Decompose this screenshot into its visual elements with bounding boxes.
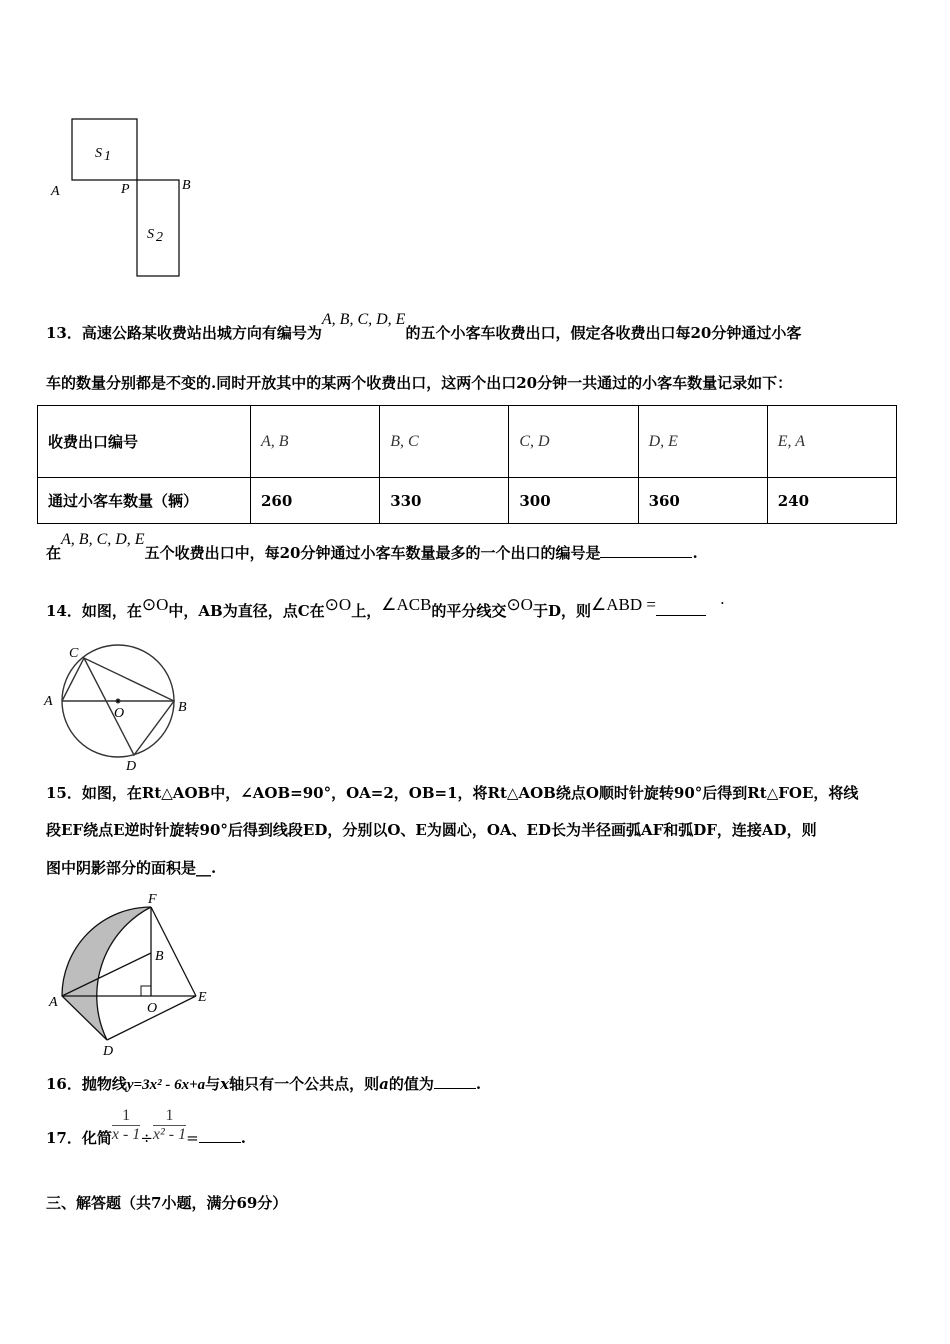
label-d: D (103, 1044, 114, 1059)
var-a: a (379, 1075, 389, 1093)
q13-ask (46, 531, 698, 563)
label-e: E (198, 990, 207, 1005)
label-d: D (126, 759, 137, 774)
label-c: C (69, 646, 79, 661)
text: 五个收费出口中，每20分钟通过小客车数量最多的一个出口的编号是 (144, 544, 601, 562)
text: 16．抛物线 (46, 1075, 127, 1093)
label-a: A (51, 184, 60, 199)
answer-blank[interactable] (600, 543, 692, 558)
label-o: O (147, 1001, 158, 1016)
text: 于D，则 (532, 602, 591, 620)
label-b: B (155, 949, 164, 964)
fraction-1 (112, 1107, 140, 1144)
angle-abd: ∠ABD = (590, 595, 656, 614)
circle-o: ⊙O (324, 595, 352, 614)
text: 17．化简 (46, 1129, 112, 1147)
pair-cell: D, E (638, 406, 767, 478)
count-cell: 260 (251, 478, 380, 524)
figure-12 (72, 119, 179, 276)
label-s2: S (147, 227, 154, 242)
q16-text (46, 1073, 481, 1094)
text: 轴只有一个公共点，则 (229, 1075, 380, 1093)
count-cell: 330 (380, 478, 509, 524)
label-b: B (178, 700, 187, 715)
var-x: x (220, 1075, 230, 1093)
text: 在 (46, 544, 62, 562)
text: · (719, 594, 725, 612)
figure-15 (62, 907, 196, 1040)
pair-cell: E, A (767, 406, 896, 478)
q15-line1: 15．如图，在Rt△AOB中，∠AOB=90°，OA=2，OB=1，将Rt△AOB绕点O顺时针旋转90°后得到Rt△FOE，将线 (46, 784, 859, 802)
divide-sign: ÷ (140, 1128, 153, 1147)
label-p: P (121, 182, 130, 197)
text: 13．高速公路某收费站出城方向有编号为 (46, 324, 322, 342)
denominator: x² - 1 (152, 1126, 187, 1143)
table-row (38, 406, 897, 478)
label-a: A (44, 694, 53, 709)
numerator: 1 (112, 1107, 140, 1126)
text: 上， (351, 602, 382, 620)
header-cell: 通过小客车数量（辆） (38, 478, 251, 524)
pair-cell: B, C (380, 406, 509, 478)
q17-text (46, 1107, 246, 1147)
text: 的平分线交 (431, 602, 507, 620)
header-cell: 收费出口编号 (38, 406, 251, 478)
answer-blank[interactable] (434, 1074, 476, 1089)
q14-text (46, 594, 725, 621)
equals: = (186, 1129, 199, 1147)
toll-table (37, 405, 897, 524)
text: 的值为 (388, 1075, 434, 1093)
q15-line2: 段EF绕点E逆时针旋转90°后得到线段ED，分别以O、E为圆心，OA、ED长为半径画弧AF和弧DF，连接AD，则 (46, 821, 817, 839)
circle-o: ⊙O (506, 595, 533, 614)
circle-o: ⊙O (141, 595, 169, 614)
numerator: 1 (153, 1107, 186, 1126)
section-heading: 三、解答题（共7小题，满分69分） (46, 1194, 288, 1212)
q13-line2: 车的数量分别都是不变的.同时开放其中的某两个收费出口，这两个出口20分钟一共通过的小客车数量记录如下： (46, 374, 793, 392)
text: . (475, 1075, 482, 1093)
text: . (240, 1129, 246, 1147)
label-f: F (148, 892, 157, 907)
text: 中，AB为直径，点C在 (168, 602, 325, 620)
label-o: O (114, 706, 125, 721)
label-a: A (49, 995, 58, 1010)
label-b: B (182, 178, 191, 193)
math-abcde: A, B, C, D, E (61, 531, 145, 548)
pair-cell: A, B (251, 406, 380, 478)
answer-blank[interactable] (199, 1128, 241, 1143)
label-s1-sub: 1 (104, 149, 111, 164)
denominator: x - 1 (111, 1126, 141, 1143)
equation: y=3x² - 6x+a (126, 1077, 206, 1093)
table-row (38, 478, 897, 524)
rect-s2 (137, 180, 179, 276)
label-s1: S (95, 146, 102, 161)
text: 的五个小客车收费出口，假定各收费出口每20分钟通过小客 (405, 324, 802, 342)
angle-acb: ∠ACB (381, 595, 432, 614)
text: 与 (205, 1075, 221, 1093)
fraction-2 (153, 1107, 186, 1144)
pair-cell: C, D (509, 406, 638, 478)
figure-14 (62, 645, 174, 757)
label-s2-sub: 2 (156, 230, 163, 245)
text: 14．如图，在 (46, 602, 142, 620)
text: . (692, 544, 698, 562)
q13-line1 (46, 311, 802, 343)
count-cell: 240 (767, 478, 896, 524)
count-cell: 300 (509, 478, 638, 524)
count-cell: 360 (638, 478, 767, 524)
answer-blank[interactable] (656, 601, 706, 616)
math-abcde: A, B, C, D, E (321, 311, 406, 328)
q15-line3: 图中阴影部分的面积是__. (46, 859, 217, 877)
